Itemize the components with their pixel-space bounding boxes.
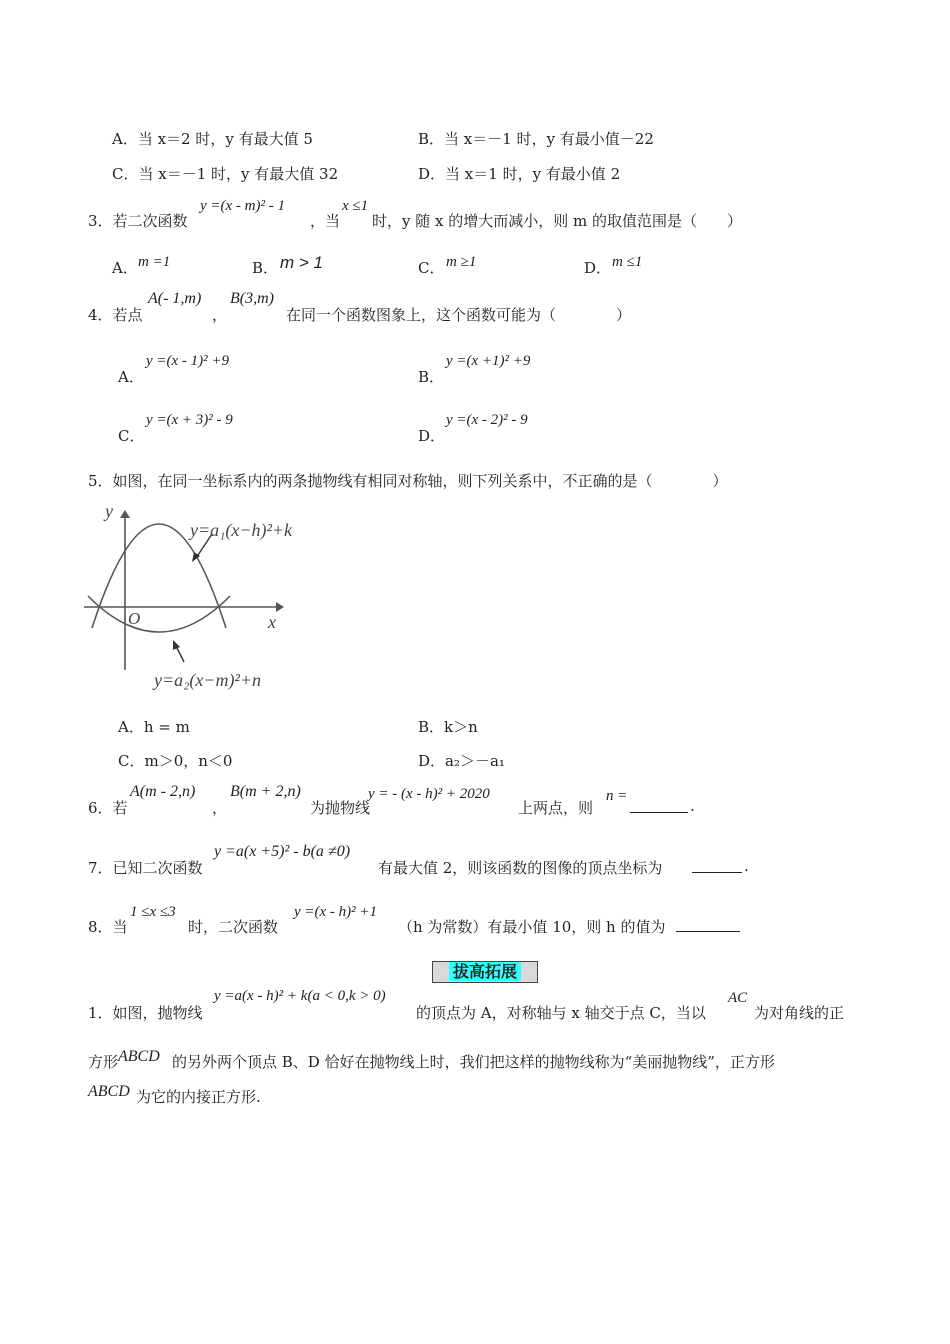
ext1-line2-suffix: 的另外两个顶点 B、D 恰好在抛物线上时，我们把这样的抛物线称为“美丽抛物线”，正方形 <box>172 1053 775 1071</box>
q7-formula: y =a(x +5)² - b(a ≠0) <box>214 843 351 860</box>
q6-point-b: B(m + 2,n) <box>230 783 301 800</box>
q5-origin-label: O <box>128 609 141 628</box>
q4-option-a-label: A． <box>118 368 144 386</box>
q3-option-b-label: B． <box>252 259 279 277</box>
q4-sep: ， <box>212 306 228 324</box>
q8-mid: 时，二次函数 <box>188 918 279 936</box>
q2-option-a: A．当 x＝2 时，y 有最大值 5 <box>112 130 313 148</box>
q3-option-c-value: m ≥1 <box>446 254 477 270</box>
ext1-formula: y =a(x - h)² + k(a < 0,k > 0) <box>214 988 386 1004</box>
section-title: 拔高拓展 <box>449 962 521 981</box>
q6-suffix: 上两点，则 <box>518 799 594 817</box>
q4-option-c-formula: y =(x + 3)² - 9 <box>146 412 233 428</box>
y-axis-arrow <box>120 510 130 518</box>
q6-end: . <box>690 797 695 815</box>
q7-answer-blank <box>692 858 742 873</box>
q4-option-d-label: D． <box>418 427 446 445</box>
q3-option-a-value: m =1 <box>138 254 171 270</box>
q6-answer-blank <box>630 798 688 813</box>
q3-option-d-value: m ≤1 <box>612 254 643 270</box>
section-title-box <box>432 961 538 983</box>
parabola-lower <box>88 596 230 632</box>
q3-suffix: 时，y 随 x 的增大而减小，则 m 的取值范围是（ ） <box>372 212 742 230</box>
q3-formula: y =(x - m)² - 1 <box>200 198 285 214</box>
q8-condition: 1 ≤x ≤3 <box>130 904 176 920</box>
pointer-lower-head <box>173 640 180 650</box>
q3-option-b-value: m > 1 <box>280 253 323 272</box>
ext1-ac: AC <box>728 990 748 1006</box>
q7-end: . <box>744 857 749 875</box>
q5-lower-label: y=a₂(x−m)²+n <box>154 670 262 690</box>
q4-point-b: B(3,m) <box>230 290 274 307</box>
q3-option-d-label: D． <box>584 259 612 277</box>
q6-ask: n = <box>606 788 628 804</box>
q4-option-d-formula: y =(x - 2)² - 9 <box>446 412 528 428</box>
q3-condition: x ≤1 <box>342 198 369 214</box>
q8-formula: y =(x - h)² +1 <box>294 904 378 920</box>
x-axis-arrow <box>276 602 284 612</box>
q5-option-b: B．k＞n <box>418 718 478 736</box>
q2-option-c: C．当 x＝－1 时，y 有最大值 32 <box>112 165 339 183</box>
q5-axis-x-label: x <box>268 612 276 632</box>
q5-option-c: C．m＞0，n＜0 <box>118 752 233 770</box>
q6-mid: 为抛物线 <box>310 799 371 817</box>
ext1-text2: 为对角线的正 <box>754 1004 845 1022</box>
q5-option-d: D．a₂＞－a₁ <box>418 752 505 770</box>
q6-prefix: 6．若 <box>88 799 128 817</box>
q2-option-b: B．当 x＝－1 时，y 有最小值－22 <box>418 130 654 148</box>
ext1-line2-prefix: 方形 <box>88 1053 119 1071</box>
q5-upper-label: y=a₁(x−h)²+k <box>190 520 293 540</box>
q4-suffix: 在同一个函数图象上，这个函数可能为（ ） <box>286 306 632 324</box>
pointer-lower <box>176 646 184 662</box>
q5-axis-y-label: y <box>105 501 113 521</box>
q8-answer-blank <box>676 917 740 932</box>
ext1-prefix: 1．如图，抛物线 <box>88 1004 203 1022</box>
q4-option-b-label: B． <box>418 368 445 386</box>
q4-point-a: A(- 1,m) <box>148 290 202 307</box>
q3-option-a-label: A． <box>112 259 138 277</box>
q3-prefix: 3．若二次函数 <box>88 212 188 230</box>
q3-mid: ，当 <box>310 212 341 230</box>
q4-option-a-formula: y =(x - 1)² +9 <box>146 353 230 369</box>
q4-option-b-formula: y =(x +1)² +9 <box>446 353 531 369</box>
q4-option-c-label: C． <box>118 427 145 445</box>
q5-figure <box>84 500 334 695</box>
q4-prefix: 4．若点 <box>88 306 143 324</box>
q7-suffix: 有最大值 2，则该函数的图像的顶点坐标为 <box>378 859 663 877</box>
q5-option-a: A．h = m <box>118 718 190 736</box>
ext1-text1: 的顶点为 A，对称轴与 x 轴交于点 C，当以 <box>416 1004 706 1022</box>
q5-stem: 5．如图，在同一坐标系内的两条抛物线有相同对称轴，则下列关系中，不正确的是（ ） <box>88 472 728 490</box>
q8-suffix: （h 为常数）有最小值 10，则 h 的值为 <box>398 918 666 936</box>
q6-formula: y = - (x - h)² + 2020 <box>368 786 490 802</box>
q6-sep: ， <box>212 799 228 817</box>
q7-prefix: 7．已知二次函数 <box>88 859 203 877</box>
q3-option-c-label: C． <box>418 259 445 277</box>
q6-point-a: A(m - 2,n) <box>130 783 196 800</box>
q8-prefix: 8．当 <box>88 918 128 936</box>
ext1-abcd: ABCD <box>118 1048 160 1065</box>
ext1-line3-suffix: 为它的内接正方形. <box>136 1088 261 1106</box>
q2-option-d: D．当 x＝1 时，y 有最小值 2 <box>418 165 621 183</box>
ext1-line3-abcd: ABCD <box>88 1083 130 1100</box>
